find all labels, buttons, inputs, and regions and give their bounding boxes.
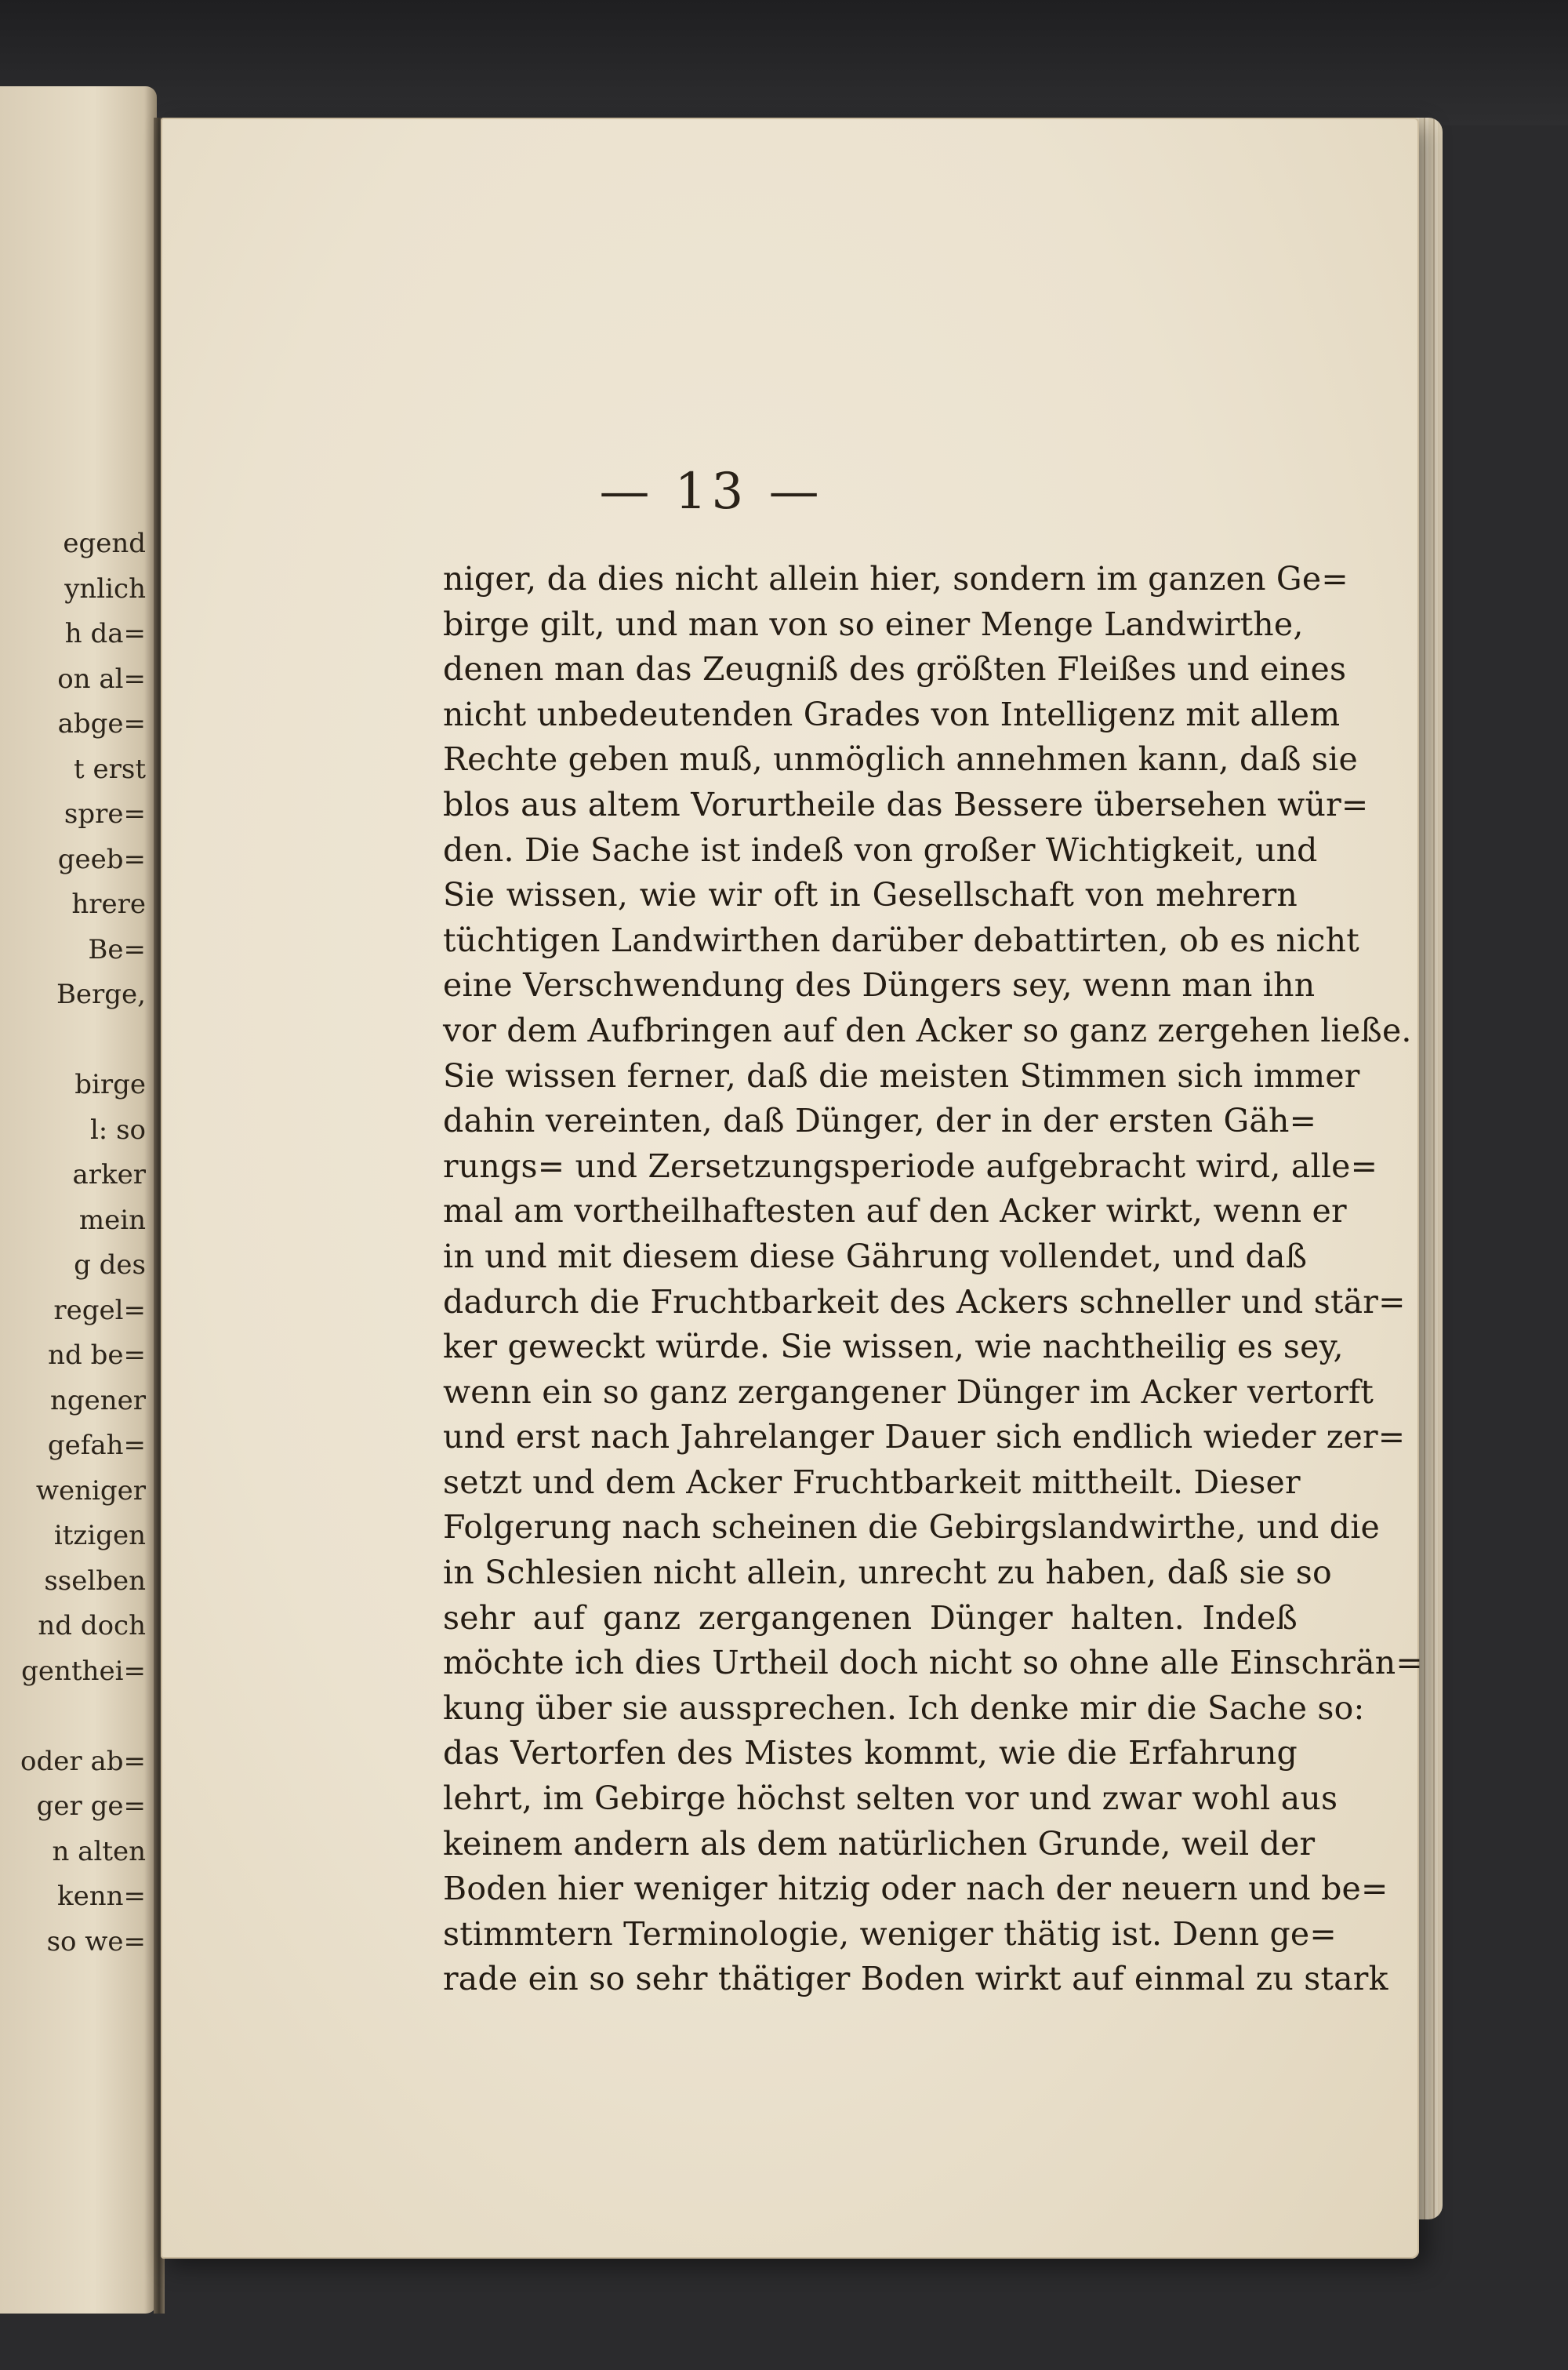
previous-page-edge — [0, 86, 157, 2314]
previous-page-line: ger ge= — [36, 1790, 146, 1822]
text-line: mal am vortheilhaftesten auf den Acker wirkt, wenn er — [443, 1192, 1347, 1230]
text-line: Boden hier weniger hitzig oder nach der neuern und be= — [443, 1870, 1388, 1908]
text-line: wenn ein so ganz zergangener Dünger im Acker vertorft — [443, 1372, 1374, 1411]
previous-page-line: l: so — [89, 1114, 146, 1146]
text-line: sehr auf ganz zergangenen Dünger halten. Indeß — [443, 1598, 1298, 1637]
text-line: Folgerung nach scheinen die Gebirgslandwirthe, und die — [443, 1508, 1380, 1547]
text-line: rungs= und Zersetzungsperiode aufgebracht wird, alle= — [443, 1147, 1378, 1185]
scan-background — [0, 0, 1568, 125]
text-line: lehrt, im Gebirge höchst selten vor und zwar wohl aus — [443, 1779, 1338, 1818]
previous-page-line — [0, 1694, 157, 1739]
text-line: möchte ich dies Urtheil doch nicht so ohne alle Einschrän= — [443, 1644, 1423, 1682]
text-line: Rechte geben muß, unmöglich annehmen kann, daß sie — [443, 740, 1358, 779]
previous-page-line — [0, 1018, 157, 1063]
text-line: denen man das Zeugniß des größten Fleißes und eines — [443, 650, 1347, 689]
text-line: vor dem Aufbringen auf den Acker so ganz zergehen ließe. — [443, 1011, 1412, 1049]
text-line: blos aus altem Vorurtheile das Bessere übersehen wür= — [443, 785, 1369, 823]
body-text — [443, 557, 1423, 2002]
previous-page-line: ngener — [49, 1384, 146, 1416]
text-line: stimmtern Terminologie, weniger thätig ist. Denn ge= — [443, 1914, 1337, 1953]
previous-page-line: on al= — [57, 663, 146, 695]
text-line: ker geweckt würde. Sie wissen, wie nachtheilig es sey, — [443, 1328, 1344, 1366]
text-line: den. Die Sache ist indeß von großer Wichtigkeit, und — [443, 831, 1318, 869]
previous-page-line: regel= — [53, 1294, 146, 1326]
text-line: das Vertorfen des Mistes kommt, wie die Erfahrung — [443, 1734, 1298, 1772]
text-line: keinem andern als dem natürlichen Grunde, weil der — [443, 1824, 1316, 1863]
text-line: in und mit diesem diese Gährung vollendet, und daß — [443, 1237, 1308, 1275]
text-line: in Schlesien nicht allein, unrecht zu haben, daß sie so — [443, 1554, 1332, 1592]
previous-page-line: h da= — [64, 618, 146, 649]
previous-page-line: hrere — [71, 889, 146, 920]
previous-page-line: weniger — [35, 1474, 146, 1507]
previous-page-line: geeb= — [57, 843, 146, 875]
previous-page-line: nd be= — [48, 1339, 146, 1371]
previous-page-line: t erst — [74, 753, 146, 785]
previous-page-line: ynlich — [64, 573, 146, 605]
text-line: birge gilt, und man von so einer Menge Landwirthe, — [443, 605, 1304, 643]
previous-page-line: Be= — [88, 933, 146, 965]
text-line: rade ein so sehr thätiger Boden wirkt auf einmal zu stark — [443, 1960, 1388, 1998]
book-page — [161, 118, 1423, 2259]
text-line: dahin vereinten, daß Dünger, der in der ersten Gäh= — [443, 1102, 1317, 1140]
text-line: dadurch die Fruchtbarkeit des Ackers schneller und stär= — [443, 1282, 1406, 1321]
text-line: Sie wissen, wie wir oft in Gesellschaft von mehrern — [443, 876, 1298, 914]
previous-page-line: nd doch — [38, 1610, 146, 1641]
previous-page-line: mein — [78, 1204, 146, 1236]
previous-page-line: genthei= — [21, 1655, 146, 1687]
previous-page-text — [0, 522, 157, 1965]
text-line: eine Verschwendung des Düngers sey, wenn man ihn — [443, 966, 1316, 1005]
previous-page-line: egend — [63, 528, 146, 559]
previous-page-line: so we= — [46, 1925, 146, 1957]
previous-page-line: n alten — [52, 1835, 146, 1867]
text-line: Sie wissen ferner, daß die meisten Stimmen sich immer — [443, 1056, 1360, 1095]
previous-page-line: g des — [74, 1249, 146, 1281]
text-line: nicht unbedeutenden Grades von Intelligenz mit allem — [443, 695, 1341, 733]
previous-page-line: sselben — [44, 1565, 146, 1597]
previous-page-line: itzigen — [53, 1520, 146, 1551]
previous-page-line: spre= — [64, 798, 146, 830]
previous-page-line: oder ab= — [20, 1745, 146, 1777]
text-line: setzt und dem Acker Fruchtbarkeit mittheilt. Dieser — [443, 1463, 1301, 1501]
text-line: kung über sie aussprechen. Ich denke mir die Sache so: — [443, 1688, 1365, 1727]
text-line: niger, da dies nicht allein hier, sondern im ganzen Ge= — [443, 560, 1348, 598]
page-number: — 13 — — [599, 463, 824, 521]
text-line: tüchtigen Landwirthen darüber debattirten, ob es nicht — [443, 921, 1359, 959]
previous-page-line: abge= — [57, 708, 146, 740]
previous-page-line: Berge, — [56, 979, 146, 1010]
previous-page-line: kenn= — [56, 1881, 146, 1912]
previous-page-line: gefah= — [47, 1430, 146, 1461]
text-line: und erst nach Jahrelanger Dauer sich endlich wieder zer= — [443, 1418, 1406, 1456]
previous-page-line: arker — [72, 1159, 146, 1190]
previous-page-line: birge — [74, 1069, 146, 1100]
